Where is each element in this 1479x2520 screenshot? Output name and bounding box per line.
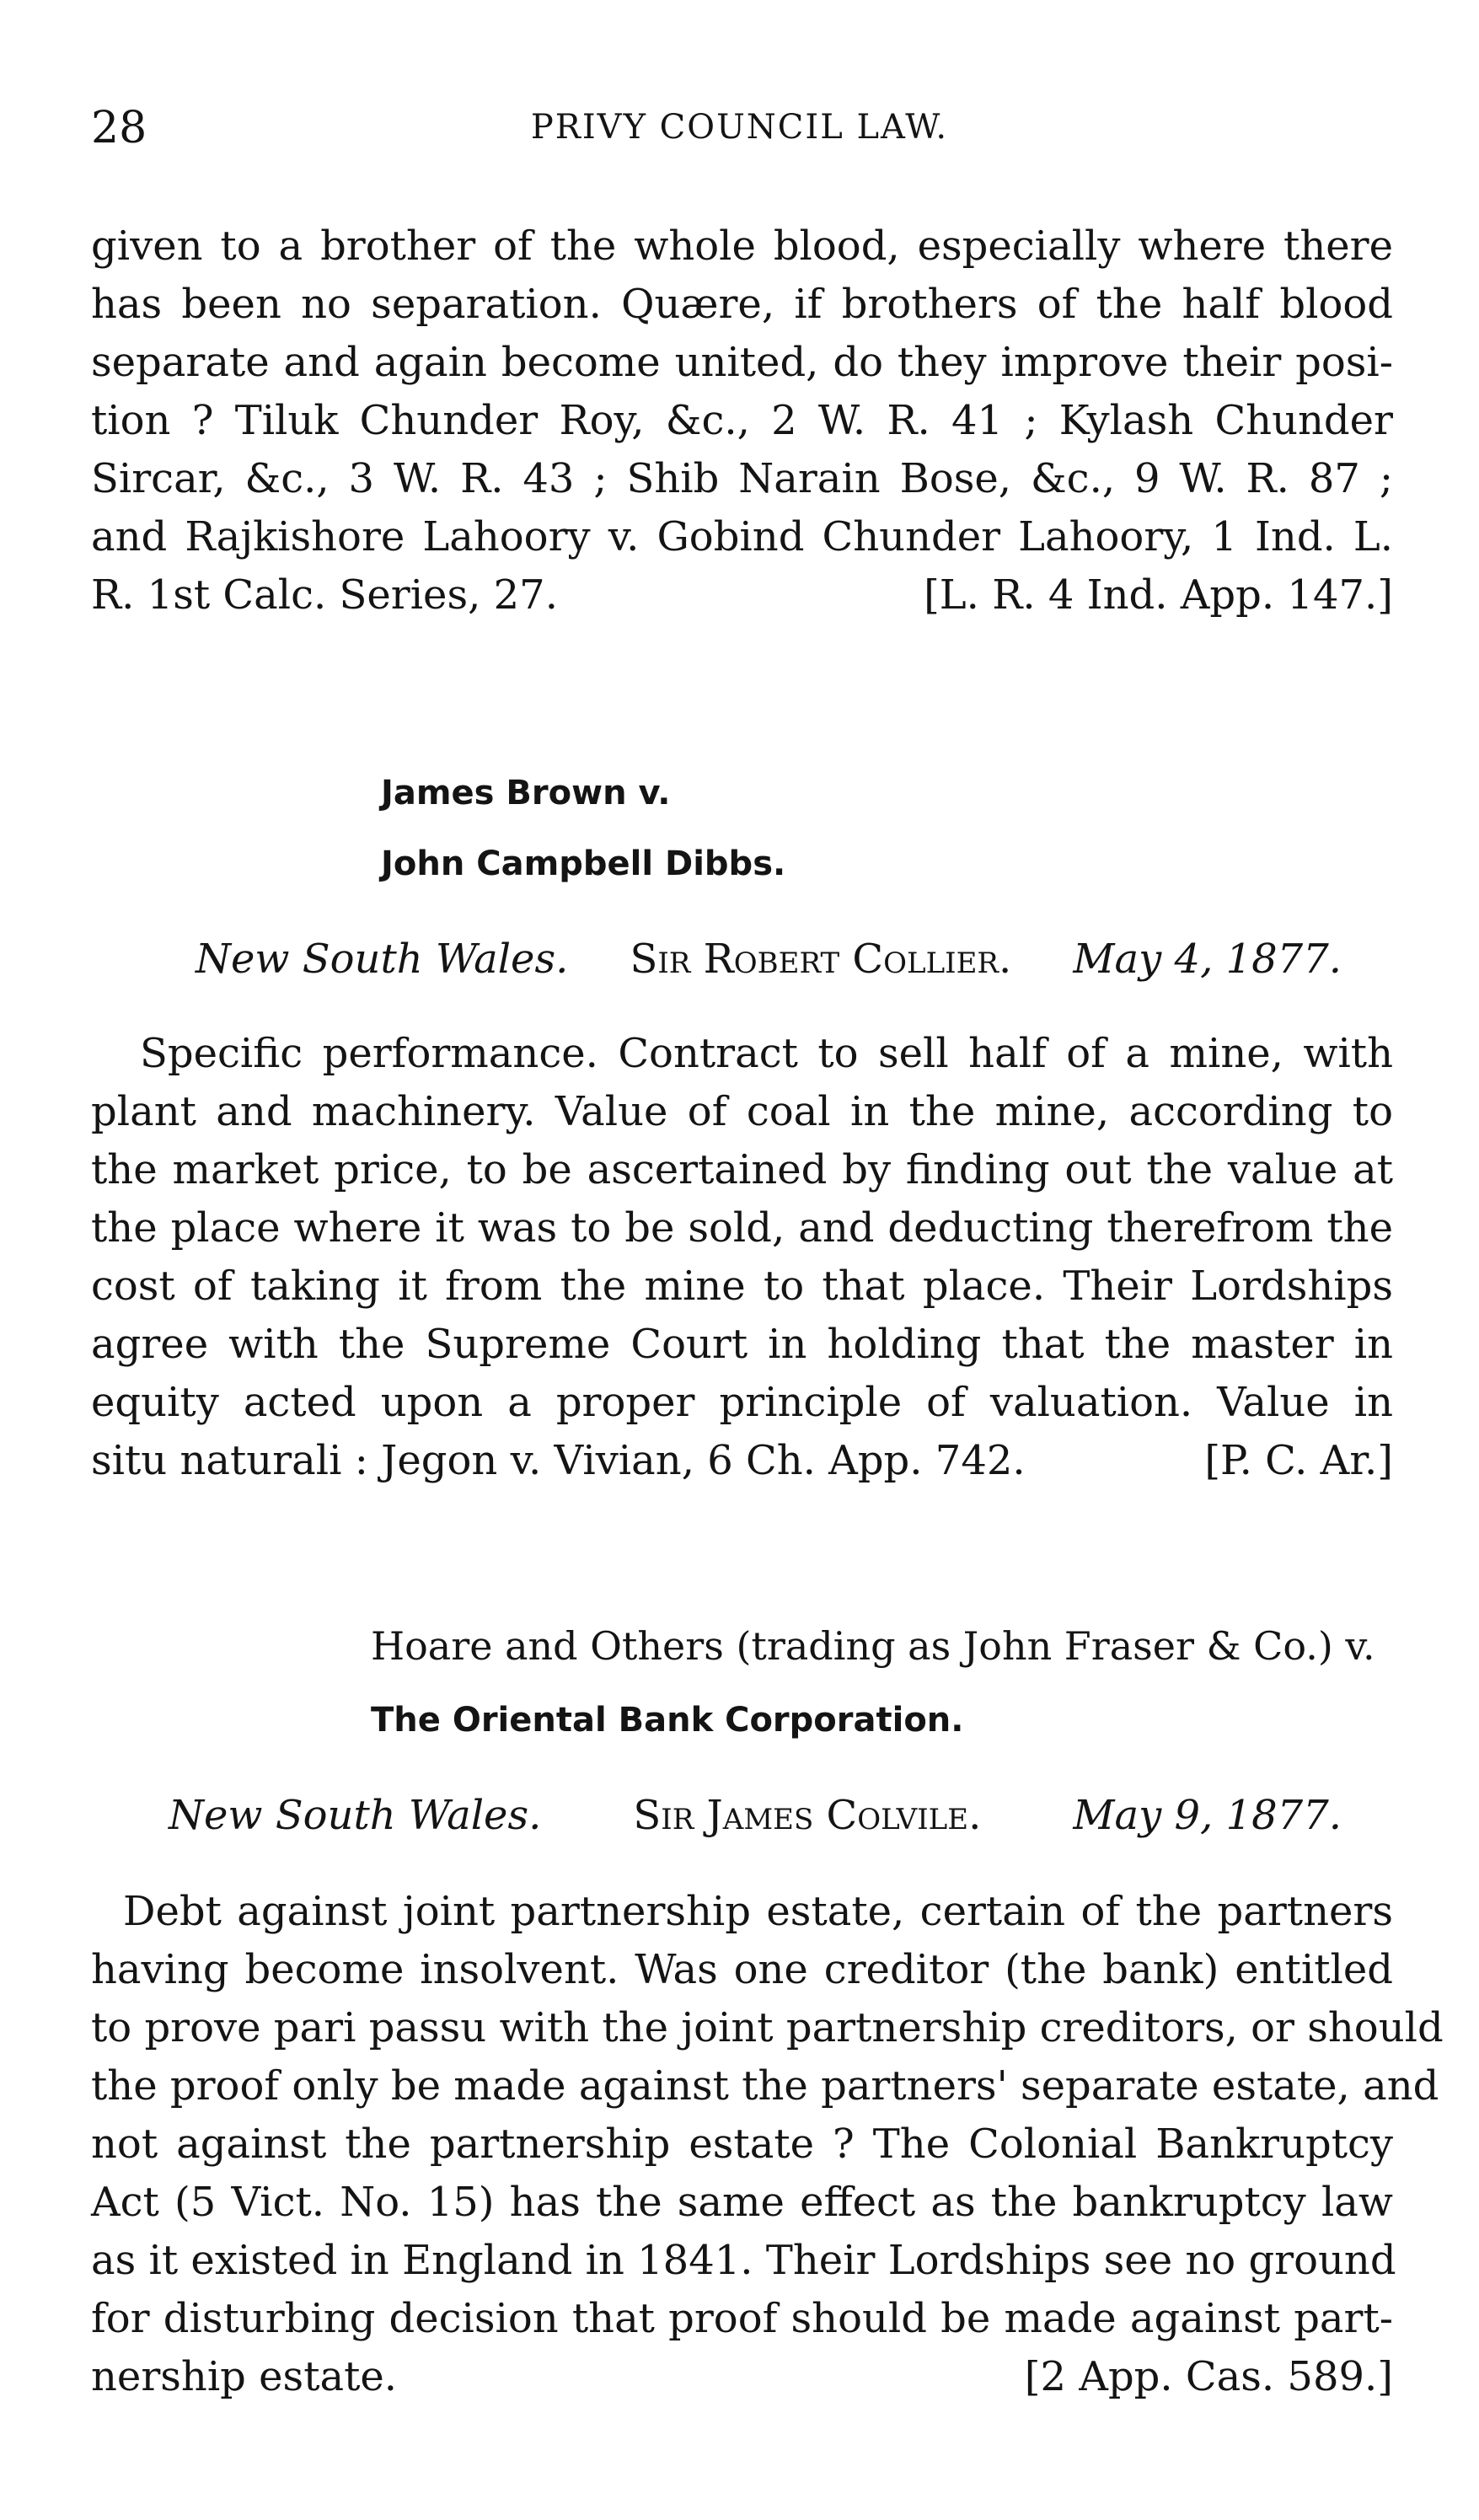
paragraph-line: for disturbing decision that proof should be made against part- <box>91 2295 1393 2342</box>
judge: Sir James Colvile. <box>633 1792 982 1839</box>
case-summary <box>91 1883 1444 2406</box>
paragraph-line: cost of taking it from the mine to that place. Their Lordships <box>91 1263 1393 1310</box>
paragraph-line: the proof only be made against the partners' separate estate, and <box>91 2062 1439 2110</box>
case-title-line1: Hoare and Others (trading as John Fraser & Co.) v. <box>371 1623 1375 1669</box>
paragraph-line: tion ? Tiluk Chunder Roy, &c., 2 W. R. 41 ; Kylash Chunder <box>91 397 1393 444</box>
paragraph-line-text: nership estate. <box>91 2353 398 2400</box>
paragraph-line: Act (5 Vict. No. 15) has the same effect as the bankruptcy law <box>91 2179 1393 2226</box>
paragraph-last-line <box>91 2348 1393 2406</box>
jurisdiction: New South Wales. <box>196 936 569 983</box>
jurisdiction: New South Wales. <box>169 1792 542 1839</box>
paragraph-line: plant and machinery. Value of coal in the mine, according to <box>91 1088 1393 1135</box>
case-title-line1: James Brown v. <box>381 774 671 812</box>
paragraph-last-line <box>91 1432 1393 1490</box>
paragraph-line: agree with the Supreme Court in holding that the master in <box>91 1321 1393 1368</box>
report-citation: [2 App. Cas. 589.] <box>1024 2353 1393 2400</box>
case-meta <box>169 1792 1342 1839</box>
paragraph-line: Sircar, &c., 3 W. R. 43 ; Shib Narain Bose, &c., 9 W. R. 87 ; <box>91 455 1393 502</box>
paragraph-line: Debt against joint partnership estate, certain of the partners <box>123 1888 1393 1935</box>
paragraph-last-line <box>91 566 1393 625</box>
judge: Sir Robert Collier. <box>630 936 1012 983</box>
decision-date: May 9, 1877. <box>1073 1792 1342 1839</box>
case-meta <box>196 936 1342 983</box>
page-number: 28 <box>91 103 147 153</box>
paragraph-line: not against the partnership estate ? The Colonial Bankruptcy <box>91 2121 1393 2168</box>
case-summary <box>91 1025 1393 1490</box>
paragraph-line: given to a brother of the whole blood, especially where there <box>91 223 1393 270</box>
paragraph-line: and Rajkishore Lahoory v. Gobind Chunder Lahoory, 1 Ind. L. <box>91 513 1393 560</box>
decision-date: May 4, 1877. <box>1073 936 1342 983</box>
report-citation: [L. R. 4 Ind. App. 147.] <box>924 571 1393 619</box>
paragraph-line: separate and again become united, do they improve their posi- <box>91 339 1393 386</box>
paragraph-line-text: R. 1st Calc. Series, 27. <box>91 571 558 619</box>
paragraph-line: having become insolvent. Was one creditor (the bank) entitled <box>91 1946 1393 1993</box>
paragraph-line: Specific performance. Contract to sell half of a mine, with <box>140 1030 1393 1077</box>
paragraph-line-text: situ naturali : Jegon v. Vivian, 6 Ch. App. 742. <box>91 1437 1026 1484</box>
case-title-line2: The Oriental Bank Corporation. <box>371 1701 964 1740</box>
paragraph-line: to prove pari passu with the joint partnership creditors, or should <box>91 2004 1444 2051</box>
continuation-paragraph <box>91 217 1393 625</box>
paragraph-line: the market price, to be ascertained by finding out the value at <box>91 1146 1393 1193</box>
report-citation: [P. C. Ar.] <box>1204 1437 1393 1484</box>
paragraph-line: as it existed in England in 1841. Their Lordships see no ground <box>91 2237 1396 2284</box>
running-title: PRIVY COUNCIL LAW. <box>530 108 949 147</box>
paragraph-line: the place where it was to be sold, and deducting therefrom the <box>91 1204 1393 1252</box>
paragraph-line: has been no separation. Quære, if brothers of the half blood <box>91 281 1393 328</box>
case-title-line2: John Campbell Dibbs. <box>381 844 786 883</box>
paragraph-line: equity acted upon a proper principle of valuation. Value in <box>91 1379 1393 1426</box>
